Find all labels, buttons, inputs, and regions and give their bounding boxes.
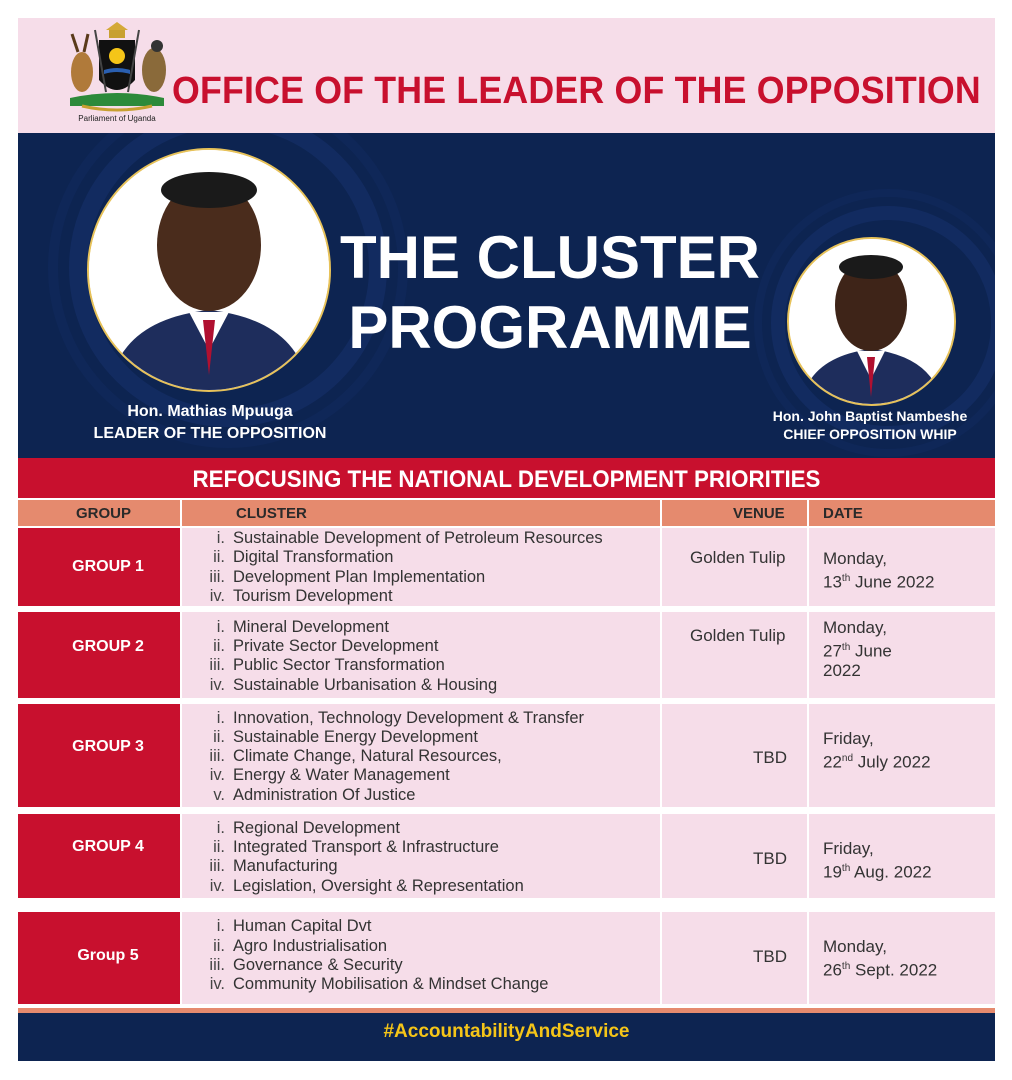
date-full: [823, 638, 892, 661]
cluster-item: [195, 766, 450, 786]
date-suffix: th: [841, 572, 851, 584]
item-text: Community Mobilisation & Mindset Change: [233, 975, 549, 993]
item-text: Public Sector Transformation: [233, 656, 445, 674]
date-year: 2022: [823, 660, 861, 680]
date-day: Monday,: [823, 549, 887, 568]
whip-portrait: [787, 237, 956, 406]
item-number: i.: [216, 819, 225, 837]
item-text: Mineral Development: [233, 618, 389, 636]
item-text: Climate Change, Natural Resources,: [233, 747, 502, 765]
group-label: GROUP 1: [72, 558, 144, 575]
date-suffix: th: [841, 960, 851, 972]
leader-name: Hon. Mathias Mpuuga: [127, 403, 293, 420]
header-date: DATE: [823, 505, 863, 522]
header-cluster: CLUSTER: [236, 505, 307, 522]
leader-portrait: [87, 148, 331, 392]
cluster-item: [195, 819, 400, 839]
item-number: iv.: [209, 587, 225, 605]
date-value: [823, 729, 931, 772]
item-text: Sustainable Development of Petroleum Resources: [233, 529, 603, 547]
venue-value: Golden Tulip: [690, 548, 786, 567]
date-month-year: June 2022: [850, 572, 935, 592]
group-cell: [18, 814, 180, 898]
item-text: Human Capital Dvt: [233, 917, 372, 935]
leader-role: LEADER OF THE OPPOSITION: [93, 425, 327, 442]
date-value: [823, 618, 892, 680]
cluster-item: [195, 975, 548, 995]
item-number: iii.: [209, 857, 225, 875]
item-number: ii.: [213, 838, 225, 856]
item-text: Private Sector Development: [233, 637, 439, 655]
programme-title: [330, 223, 770, 363]
person-avatar-icon: [89, 150, 329, 390]
date-month-year: Sept. 2022: [850, 960, 938, 980]
date-day: Monday,: [823, 937, 887, 956]
cluster-item: [195, 728, 478, 748]
item-number: iv.: [209, 676, 225, 694]
office-title: OFFICE OF THE LEADER OF THE OPPOSITION: [172, 70, 981, 112]
item-text: Development Plan Implementation: [233, 568, 486, 586]
item-text: Integrated Transport & Infrastructure: [233, 838, 499, 856]
item-text: Sustainable Urbanisation & Housing: [233, 676, 498, 694]
person-avatar-icon: [789, 239, 954, 404]
date-suffix: th: [841, 641, 851, 653]
cluster-item: [195, 917, 371, 937]
date-month-year: July 2022: [853, 752, 931, 772]
date-number: 27: [823, 641, 842, 661]
cluster-item: [195, 637, 438, 657]
cluster-item: [195, 587, 393, 607]
item-text: Manufacturing: [233, 857, 338, 875]
date-number: 19: [823, 862, 842, 882]
footer-hashtag: #AccountabilityAndService: [383, 1021, 630, 1042]
item-number: iii.: [209, 568, 225, 586]
header-venue: VENUE: [733, 505, 785, 522]
date-full: [823, 569, 934, 592]
group-label: Group 5: [77, 947, 139, 964]
cluster-item: [195, 747, 502, 767]
date-day: Friday,: [823, 729, 874, 748]
item-number: iii.: [209, 656, 225, 674]
programme-title-line1: THE CLUSTER: [340, 224, 760, 291]
item-number: ii.: [213, 728, 225, 746]
venue-value: TBD: [753, 947, 787, 966]
group-label: GROUP 4: [72, 838, 144, 855]
item-number: iv.: [209, 877, 225, 895]
group-label: GROUP 2: [72, 638, 144, 655]
item-text: Digital Transformation: [233, 548, 394, 566]
cluster-item: [195, 548, 393, 568]
date-value: [823, 937, 937, 980]
item-text: Sustainable Energy Development: [233, 728, 478, 746]
whip-name: Hon. John Baptist Nambeshe: [772, 408, 968, 424]
item-number: v.: [213, 786, 225, 804]
column-divider: [807, 500, 809, 1006]
item-text: Innovation, Technology Development & Transfer: [233, 709, 584, 727]
venue-value: TBD: [753, 748, 787, 767]
item-number: i.: [216, 709, 225, 727]
cluster-item: [195, 568, 485, 588]
cluster-item: [195, 529, 603, 549]
cluster-item: [195, 857, 338, 877]
item-number: ii.: [213, 937, 225, 955]
column-divider: [180, 500, 182, 1006]
item-number: i.: [216, 917, 225, 935]
programme-title-line2: PROGRAMME: [348, 294, 752, 361]
item-number: ii.: [213, 637, 225, 655]
cluster-item: [195, 709, 584, 729]
item-number: iv.: [209, 766, 225, 784]
date-full: [823, 749, 931, 772]
cluster-item: [195, 656, 445, 676]
item-number: i.: [216, 529, 225, 547]
cluster-item: [195, 786, 415, 806]
cluster-item: [195, 937, 387, 957]
date-month-year: Aug. 2022: [850, 862, 932, 882]
item-text: Legislation, Oversight & Representation: [233, 877, 524, 895]
date-suffix: nd: [841, 752, 854, 764]
venue-value: TBD: [753, 849, 787, 868]
date-number: 22: [823, 752, 842, 772]
date-value: [823, 839, 932, 882]
item-number: iii.: [209, 956, 225, 974]
cluster-item: [195, 956, 403, 976]
item-number: iv.: [209, 975, 225, 993]
cluster-item: [195, 618, 389, 638]
date-full: [823, 957, 937, 980]
item-number: ii.: [213, 548, 225, 566]
venue-value: Golden Tulip: [690, 626, 786, 645]
crest-caption: Parliament of Uganda: [78, 114, 156, 123]
cluster-item: [195, 838, 499, 858]
item-number: i.: [216, 618, 225, 636]
subtitle-text: REFOCUSING THE NATIONAL DEVELOPMENT PRIORITIES: [192, 466, 821, 493]
group-label: GROUP 3: [72, 738, 144, 755]
cluster-item: [195, 676, 497, 696]
date-number: 13: [823, 572, 842, 592]
item-text: Agro Industrialisation: [233, 937, 388, 955]
date-day: Friday,: [823, 839, 874, 858]
date-month: June: [850, 641, 892, 661]
parliament-crest-icon: [62, 22, 172, 122]
item-text: Energy & Water Management: [233, 766, 450, 784]
item-text: Administration Of Justice: [233, 786, 416, 804]
item-text: Governance & Security: [233, 956, 403, 974]
whip-role: CHIEF OPPOSITION WHIP: [783, 426, 957, 442]
item-text: Regional Development: [233, 819, 400, 837]
date-number: 26: [823, 960, 842, 980]
header-group: GROUP: [76, 505, 132, 522]
item-text: Tourism Development: [233, 587, 393, 605]
cluster-item: [195, 877, 524, 897]
item-number: iii.: [209, 747, 225, 765]
date-day: Monday,: [823, 618, 887, 637]
date-full: [823, 859, 932, 882]
date-value: [823, 549, 934, 592]
column-divider: [660, 500, 662, 1006]
date-suffix: th: [841, 862, 851, 874]
